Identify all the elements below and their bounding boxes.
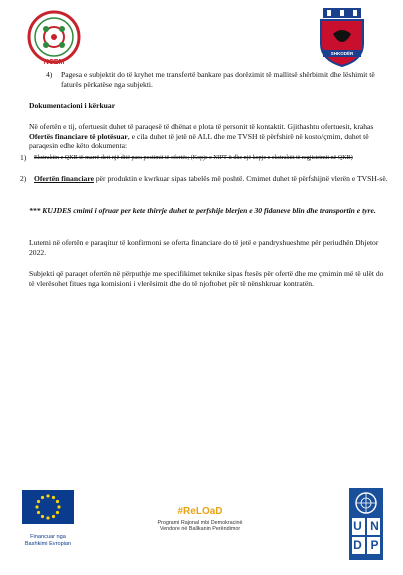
eu-flag-icon — [22, 490, 74, 524]
docs-intro-paragraph — [29, 122, 389, 151]
docs-intro-text-2: , e cila duhet të jetë në ALL dhe me TVSH të përfshirë në kosto/çmim, duhet të paraqesin edhe këto dokumenta: — [29, 131, 369, 151]
crest-shield-icon — [315, 6, 369, 68]
reload-line-1: Programi Rajonal mbi Demokracinë — [157, 520, 243, 526]
docs-item-2-text — [34, 174, 390, 184]
validity-paragraph: Lutemi në ofertën e paraqitur të konfirmoni se oferta financiare do të jetë e pandryshueshme për periudhën Dhjetor 2022. — [29, 238, 379, 257]
section-heading: Dokumentacioni i kërkuar — [29, 101, 116, 110]
undp-logo — [349, 488, 383, 560]
docs-item-1-text: Ekstraktin e QKB të marrë deri një ditë para postimit të ofertës; (Kopje e NIPT-it dhe një kopje e ekstraktit të regjistrimit në QKB) — [34, 155, 353, 161]
municipality-crest-logo — [315, 6, 369, 68]
attention-note: *** KUJDES cmimi i ofruar per kete thirrje duhet te perfshije blerjen e 30 fidaneve blin dhe transportin e tyre. — [29, 206, 376, 215]
reload-logo — [130, 506, 270, 532]
undp-text: U N D P — [353, 519, 379, 552]
crest-caption: SHKODËR — [330, 51, 354, 56]
reload-title: #ReLOaD — [177, 506, 223, 517]
docs-item-2-number: 2) — [20, 174, 27, 183]
ncem-logo — [22, 10, 86, 68]
ncem-logo-text: NCEM — [43, 59, 65, 66]
list-item-4-text: Pagesa e subjektit do të kryhet me transfertë bankare pas dorëzimit të mallitsë shërbimit dhe lëshimit të faturës përkatëse nga subjekti. — [61, 70, 375, 89]
docs-intro-bold: Ofertës financiare të plotësuar — [29, 131, 128, 141]
eu-logo — [22, 490, 74, 560]
list-item-4-number: 4) — [46, 70, 53, 79]
reload-line-2: Vendore në Ballkanin Perëndimor — [159, 526, 241, 532]
docs-item-2-bold: Ofertën financiare — [34, 174, 94, 183]
eu-caption-line-2: Bashkimi Evropian — [24, 541, 72, 547]
docs-intro-text-1: Në ofertën e tij, ofertuesit duhet të paraqesë të dhënat e plota të personit të kontaktit. Gjithashtu ofertuesit, krahas — [29, 122, 374, 131]
docs-item-2-rest: për produktin e kwrkuar sipas tabelës më poshtë. Cmimet duhet të përfshijnë vlerën e TVSH-së. — [93, 174, 388, 183]
winner-paragraph: Subjekti që paraqet ofertën në përputhje me specifikimet teknike sipas ftesës për ofertë dhe me çmimin më të ulët do të vlerësohet fitues nga komisioni i vlerësimit dhe do të njoftohet për të nënshkruar kontratën. — [29, 269, 384, 288]
eu-caption-line-1: Financuar nga — [30, 534, 66, 540]
docs-item-1-number: 1) — [20, 153, 27, 162]
